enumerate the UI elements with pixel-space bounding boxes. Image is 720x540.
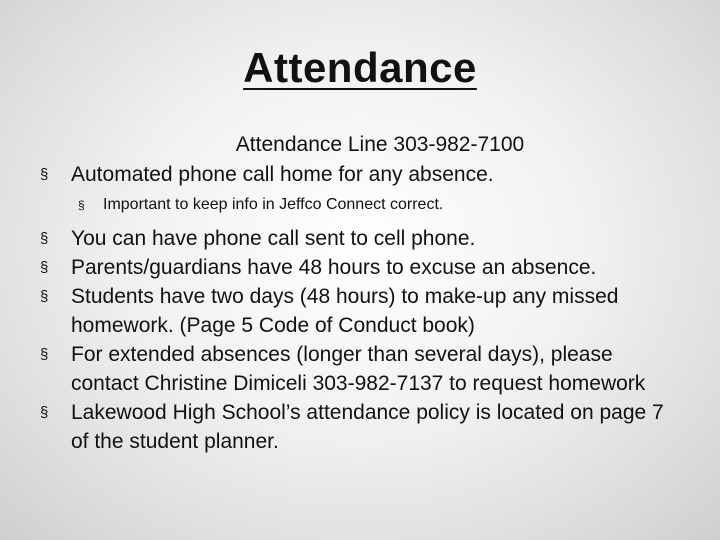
list-item-text: Parents/guardians have 48 hours to excuse an absence. bbox=[71, 256, 597, 279]
list-item bbox=[40, 340, 680, 398]
list-item-text: For extended absences (longer than several days), please contact Christine Dimiceli 303-982-7137 to request homework bbox=[71, 343, 646, 395]
bullet-icon: § bbox=[40, 288, 49, 305]
slide-content bbox=[40, 130, 680, 456]
bullet-icon: § bbox=[40, 166, 49, 183]
sub-bullet-icon: § bbox=[78, 198, 85, 212]
attendance-line-heading: Attendance Line 303-982-7100 bbox=[235, 133, 525, 156]
list-item-text: Lakewood High School’s attendance policy is located on page 7 of the student planner. bbox=[71, 401, 664, 453]
list-item-text: Automated phone call home for any absence. bbox=[71, 163, 494, 186]
sub-list-item bbox=[40, 194, 680, 216]
bullet-icon: § bbox=[40, 404, 49, 421]
list-item bbox=[40, 398, 680, 456]
list-item-text: Students have two days (48 hours) to make-up any missed homework. (Page 5 Code of Conduct book) bbox=[71, 285, 619, 337]
bullet-icon: § bbox=[40, 259, 49, 276]
slide-title: Attendance bbox=[243, 44, 477, 91]
bullet-icon: § bbox=[40, 230, 49, 247]
list-item bbox=[40, 282, 680, 340]
bullet-icon: § bbox=[40, 346, 49, 363]
list-item bbox=[40, 224, 680, 253]
bullet-list bbox=[40, 160, 680, 456]
list-item-text: You can have phone call sent to cell phone. bbox=[71, 227, 476, 250]
sub-list-item-text: Important to keep info in Jeffco Connect correct. bbox=[103, 196, 444, 213]
list-item bbox=[40, 160, 680, 189]
list-item bbox=[40, 253, 680, 282]
